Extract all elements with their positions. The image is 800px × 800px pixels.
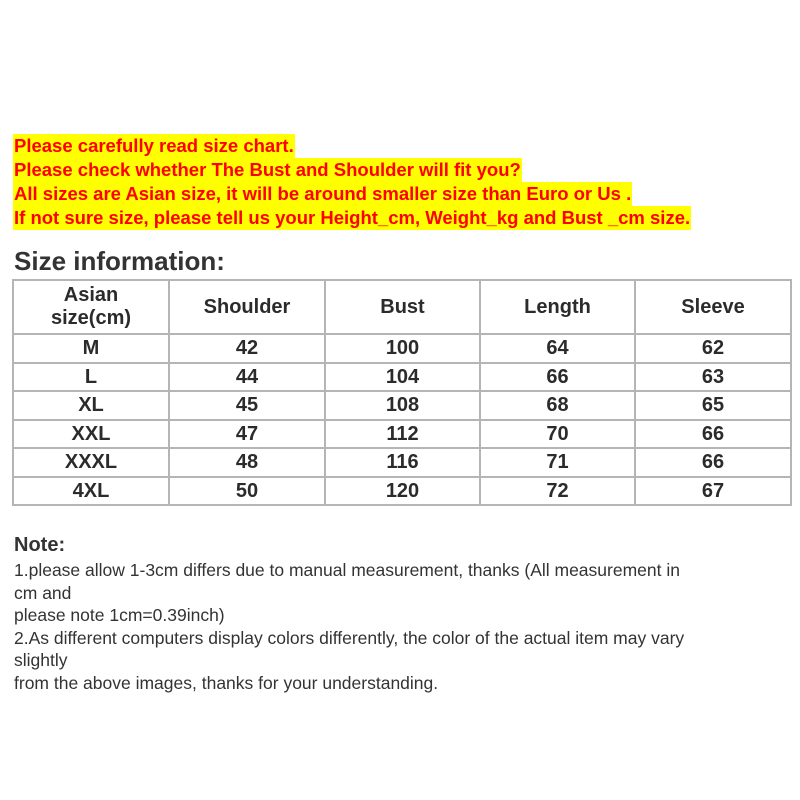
notice-line: Please check whether The Bust and Shoulder will fit you?: [14, 159, 521, 180]
cell-size: XL: [13, 391, 169, 420]
cell-length: 66: [480, 363, 635, 392]
cell-size: 4XL: [13, 477, 169, 506]
cell-shoulder: 42: [169, 334, 325, 363]
cell-shoulder: 50: [169, 477, 325, 506]
cell-shoulder: 44: [169, 363, 325, 392]
cell-length: 70: [480, 420, 635, 449]
cell-length: 64: [480, 334, 635, 363]
cell-length: 68: [480, 391, 635, 420]
cell-length: 71: [480, 448, 635, 477]
cell-size: XXXL: [13, 448, 169, 477]
cell-size: L: [13, 363, 169, 392]
cell-size: M: [13, 334, 169, 363]
size-information-title: Size information:: [14, 246, 225, 276]
notice-line: If not sure size, please tell us your Height_cm, Weight_kg and Bust _cm size.: [14, 207, 691, 228]
note-line: 2.As different computers display colors differently, the color of the actual item may vary: [14, 627, 685, 648]
table-row: [13, 334, 791, 363]
cell-length: 72: [480, 477, 635, 506]
note-line: 1.please allow 1-3cm differs due to manual measurement, thanks (All measurement in: [14, 560, 680, 580]
size-warning-notice: [13, 134, 691, 230]
cell-bust: 112: [325, 420, 480, 449]
notice-line: Please carefully read size chart.: [14, 135, 294, 156]
cell-sleeve: 66: [635, 448, 791, 477]
table-header-row: [13, 280, 791, 334]
cell-bust: 120: [325, 477, 480, 506]
cell-shoulder: 48: [169, 448, 325, 477]
cell-sleeve: 63: [635, 363, 791, 392]
cell-shoulder: 45: [169, 391, 325, 420]
cell-size: XXL: [13, 420, 169, 449]
note-line: please note 1cm=0.39inch): [14, 605, 225, 625]
header-bust: Bust: [325, 280, 480, 334]
table-row: [13, 363, 791, 392]
note-line: cm and: [14, 582, 72, 603]
cell-bust: 104: [325, 363, 480, 392]
table-row: [13, 448, 791, 477]
cell-bust: 116: [325, 448, 480, 477]
table-row: [13, 391, 791, 420]
header-length: Length: [480, 280, 635, 334]
cell-shoulder: 47: [169, 420, 325, 449]
header-sleeve: Sleeve: [635, 280, 791, 334]
header-shoulder: Shoulder: [169, 280, 325, 334]
size-table-body: [13, 334, 791, 505]
header-asian-size: Asian size(cm): [13, 280, 169, 334]
cell-bust: 100: [325, 334, 480, 363]
note-body: [14, 559, 784, 694]
note-line: slightly: [14, 650, 68, 670]
table-row: [13, 477, 791, 506]
table-row: [13, 420, 791, 449]
cell-sleeve: 66: [635, 420, 791, 449]
cell-bust: 108: [325, 391, 480, 420]
cell-sleeve: 65: [635, 391, 791, 420]
note-line: from the above images, thanks for your understanding.: [14, 672, 439, 693]
cell-sleeve: 67: [635, 477, 791, 506]
size-chart-table: [12, 279, 792, 506]
note-title: Note:: [14, 534, 66, 556]
notice-line: All sizes are Asian size, it will be around smaller size than Euro or Us .: [14, 183, 632, 204]
cell-sleeve: 62: [635, 334, 791, 363]
